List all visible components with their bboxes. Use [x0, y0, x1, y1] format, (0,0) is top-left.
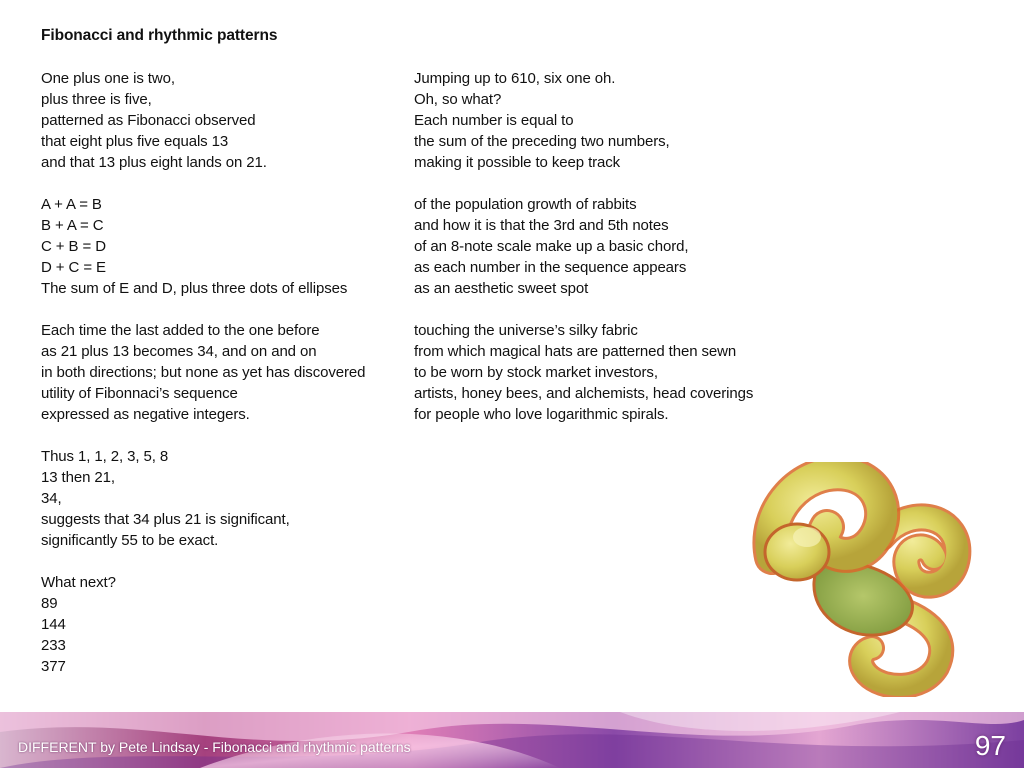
poem-line: utility of Fibonnaci’s sequence	[41, 385, 238, 402]
poem-line: and that 13 plus eight lands on 21.	[41, 154, 267, 171]
poem-line: 89	[41, 595, 58, 612]
poem-line: 377	[41, 658, 66, 675]
stanza-break	[41, 425, 401, 446]
poem-line: A + A = B	[41, 196, 102, 213]
poem-line: significantly 55 to be exact.	[41, 532, 219, 549]
poem-line: as 21 plus 13 becomes 34, and on and on	[41, 343, 317, 360]
poem-line: suggests that 34 plus 21 is significant,	[41, 511, 290, 528]
poem-line: and how it is that the 3rd and 5th notes	[414, 217, 669, 234]
poem-line: of an 8-note scale make up a basic chord,	[414, 238, 689, 255]
poem-line: Oh, so what?	[414, 91, 502, 108]
poem-line: C + B = D	[41, 238, 106, 255]
poem-line: patterned as Fibonacci observed	[41, 112, 256, 129]
poem-line: making it possible to keep track	[414, 154, 621, 171]
stanza-break	[414, 173, 794, 194]
poem-line: B + A = C	[41, 217, 104, 234]
poem-right-column	[414, 68, 794, 425]
spiral-sculpture-illustration	[752, 462, 972, 697]
poem-line: 34,	[41, 490, 62, 507]
poem-line: to be worn by stock market investors,	[414, 364, 658, 381]
poem-line: D + C = E	[41, 259, 106, 276]
poem-line: as each number in the sequence appears	[414, 259, 687, 276]
poem-line: from which magical hats are patterned then sewn	[414, 343, 737, 360]
poem-line: 233	[41, 637, 66, 654]
poem-line: What next?	[41, 574, 116, 591]
poem-line: One plus one is two,	[41, 70, 175, 87]
poem-line: expressed as negative integers.	[41, 406, 250, 423]
stanza-break	[414, 299, 794, 320]
stanza-break	[41, 173, 401, 194]
poem-line: 144	[41, 616, 66, 633]
footer-caption: DIFFERENT by Pete Lindsay - Fibonacci and rhythmic patterns	[18, 739, 411, 755]
poem-line: Each time the last added to the one before	[41, 322, 320, 339]
poem-line: the sum of the preceding two numbers,	[414, 133, 670, 150]
poem-line: plus three is five,	[41, 91, 152, 108]
poem-line: touching the universe’s silky fabric	[414, 322, 638, 339]
slide-title: Fibonacci and rhythmic patterns	[41, 27, 278, 44]
poem-line: Each number is equal to	[414, 112, 574, 129]
poem-line: for people who love logarithmic spirals.	[414, 406, 669, 423]
poem-line: Thus 1, 1, 2, 3, 5, 8	[41, 448, 169, 465]
page-number: 97	[974, 730, 1006, 761]
poem-line: Jumping up to 610, six one oh.	[414, 70, 616, 87]
poem-line: that eight plus five equals 13	[41, 133, 229, 150]
poem-line: artists, honey bees, and alchemists, head coverings	[414, 385, 754, 402]
poem-left-column	[41, 68, 401, 677]
stanza-break	[41, 551, 401, 572]
poem-line: The sum of E and D, plus three dots of ellipses	[41, 280, 348, 297]
poem-line: 13 then 21,	[41, 469, 115, 486]
poem-line: as an aesthetic sweet spot	[414, 280, 589, 297]
poem-line: of the population growth of rabbits	[414, 196, 637, 213]
footer-banner	[0, 712, 1024, 768]
poem-line: in both directions; but none as yet has discovered	[41, 364, 366, 381]
stanza-break	[41, 299, 401, 320]
